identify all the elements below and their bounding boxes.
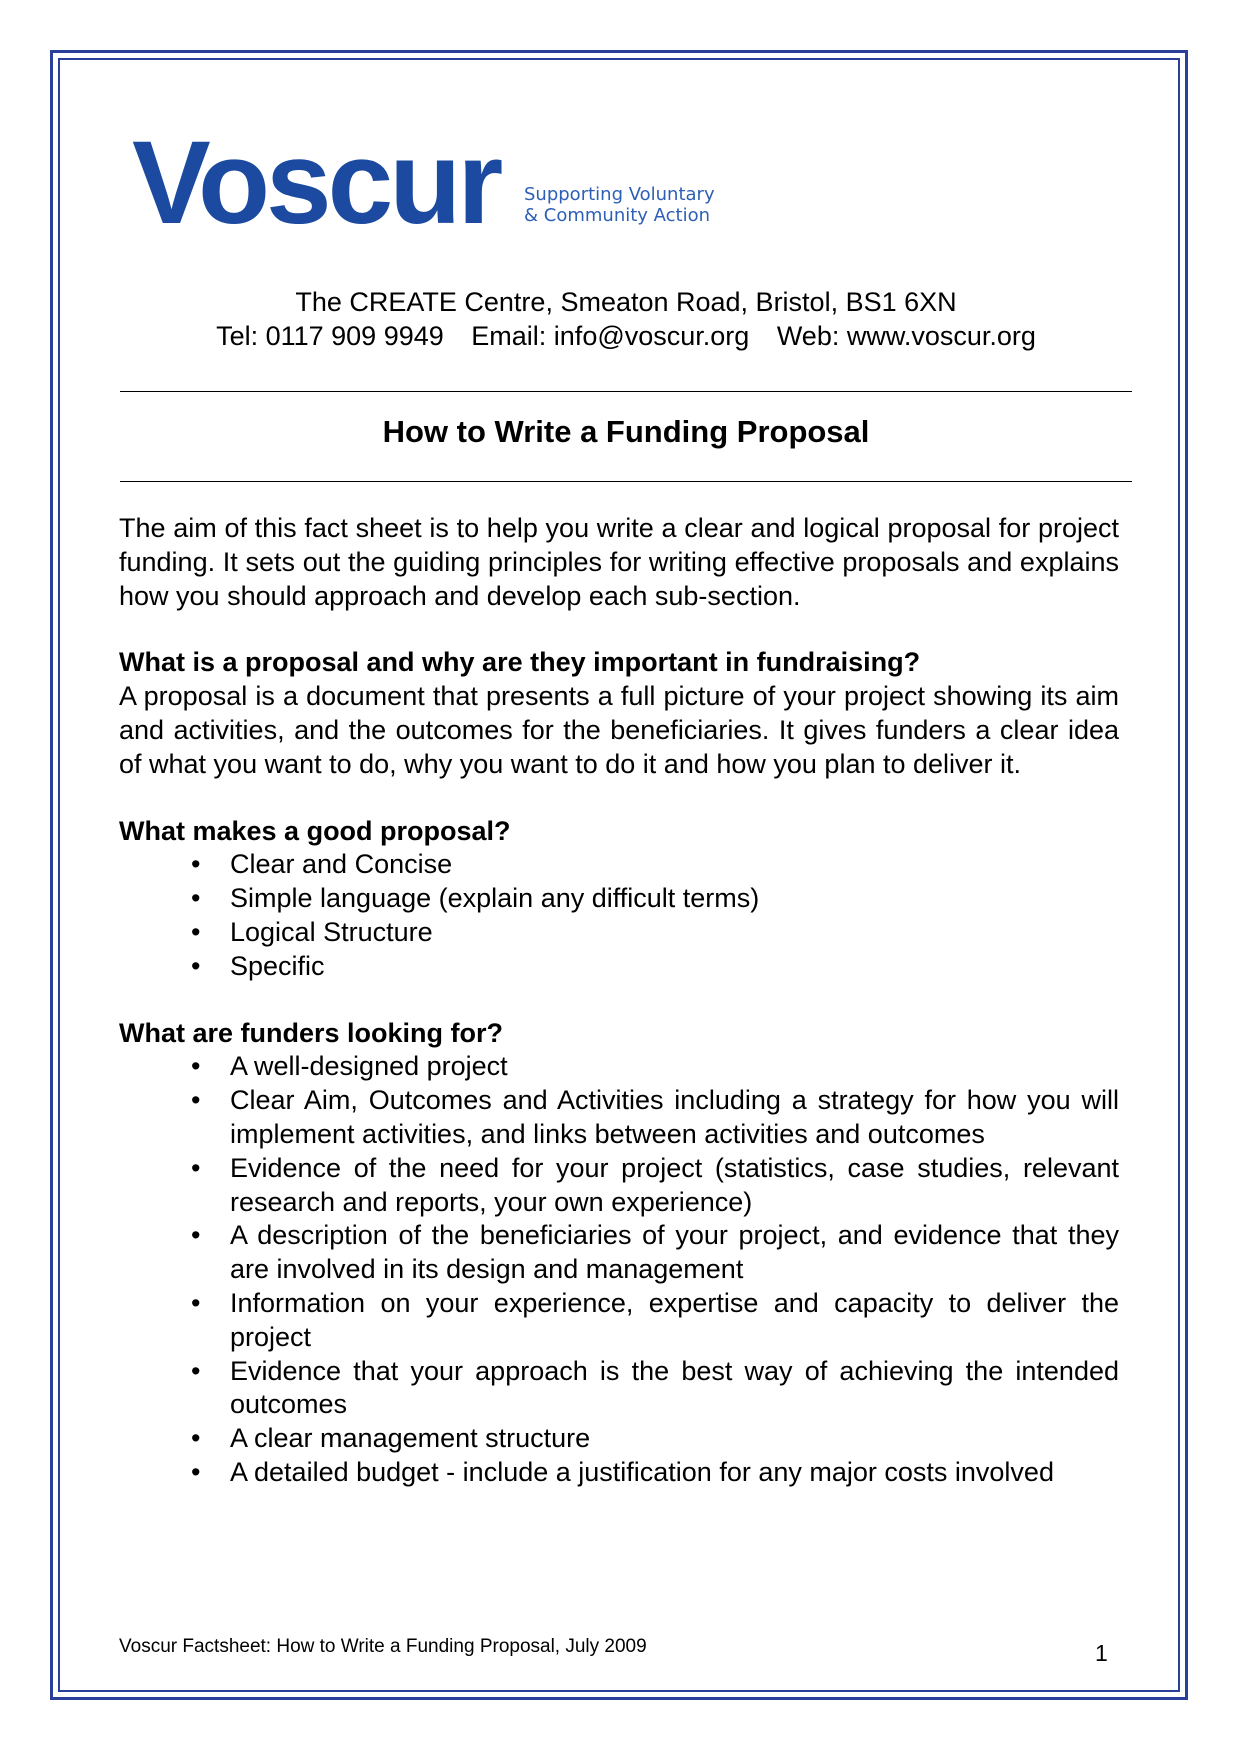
list-item: • A clear management structure [119,1422,1119,1456]
contact-line [120,319,1132,353]
list-item: • Clear Aim, Outcomes and Activities including a strategy for how you will implement activities, and links between activities and outcomes [119,1084,1119,1152]
section-heading: What is a proposal and why are they important in fundraising? [119,647,921,678]
tagline-line-1: Supporting Voluntary [524,184,715,205]
list-item: • Simple language (explain any difficult terms) [119,882,1119,916]
list-item: • Information on your experience, expertise and capacity to deliver the project [119,1287,1119,1355]
tagline-line-2: & Community Action [524,205,711,226]
list-item: • Specific [119,950,1119,984]
logo-tagline [524,184,844,226]
list-item: • Clear and Concise [119,848,1119,882]
section-paragraph: A proposal is a document that presents a full picture of your project showing its aim and activities, and the outcomes for the beneficiaries. It gives funders a clear idea of what you want to do, why you want to do it and how you plan to deliver it. [119,681,1119,779]
telephone: Tel: 0117 909 9949 [216,321,444,351]
section-heading: What are funders looking for? [119,1017,504,1048]
bullet-list [119,1050,1119,1489]
contact-block [120,285,1132,353]
divider-top [120,391,1132,392]
list-item: • Evidence of the need for your project (statistics, case studies, relevant research and reports, your own experience) [119,1152,1119,1220]
page-number: 1 [1095,1640,1108,1666]
document-title: How to Write a Funding Proposal [382,414,870,449]
email: Email: info@voscur.org [471,321,750,351]
website: Web: www.voscur.org [776,321,1036,351]
bullet-list [119,848,1119,983]
logo-wordmark: Voscur [132,117,500,249]
page-footer: Voscur Factsheet: How to Write a Funding Proposal, July 2009 [119,1636,647,1657]
address-line: The CREATE Centre, Smeaton Road, Bristol, BS1 6XN [295,287,957,317]
document-body [119,512,1119,1490]
intro-paragraph: The aim of this fact sheet is to help you write a clear and logical proposal for project funding. It sets out the guiding principles for writing effective proposals and explains how you should approach and develop each sub-section. [119,513,1119,611]
list-item: • A description of the beneficiaries of your project, and evidence that they are involved in its design and management [119,1219,1119,1287]
list-item: • A detailed budget - include a justification for any major costs involved [119,1456,1119,1490]
section-heading: What makes a good proposal? [119,815,511,846]
divider-bottom [120,481,1132,482]
list-item: • Evidence that your approach is the best way of achieving the intended outcomes [119,1355,1119,1423]
list-item: • A well-designed project [119,1050,1119,1084]
list-item: • Logical Structure [119,916,1119,950]
